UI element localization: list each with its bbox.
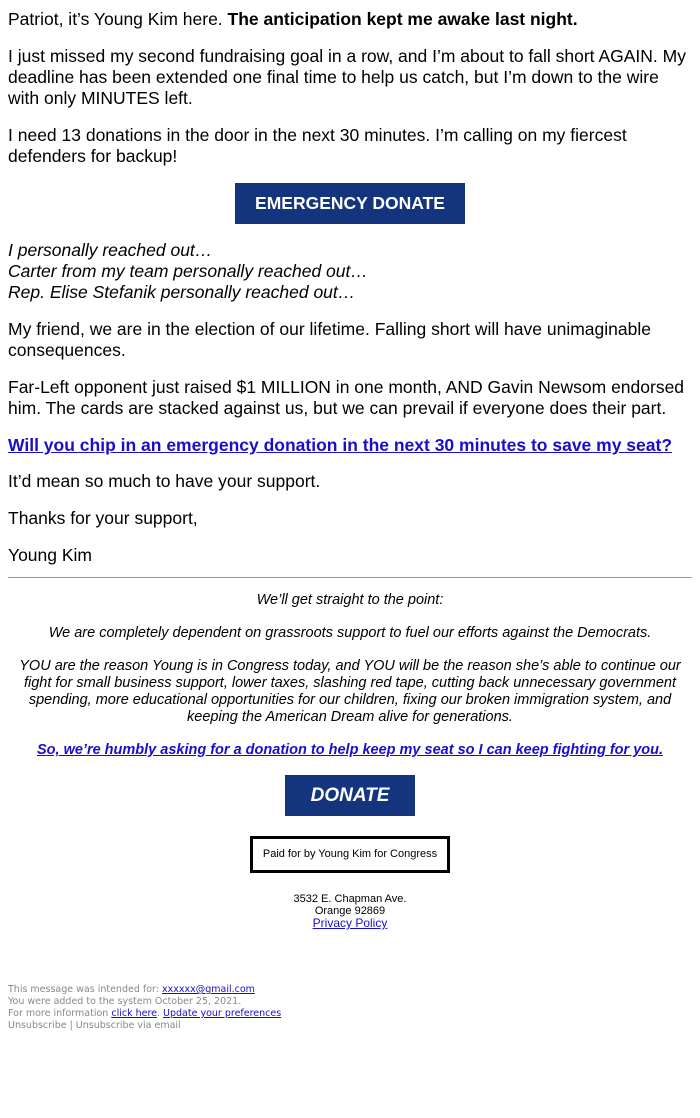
- support-paragraph: It’d mean so much to have your support.: [8, 471, 321, 491]
- fundraising-paragraph: I just missed my second fundraising goal in a row, and I’m about to fall short AGAIN. My deadline has been extended one final time to help us catch, but I’m down to the wire with only MINUTES left.: [8, 46, 686, 108]
- donate-button[interactable]: DONATE: [285, 775, 415, 816]
- unsubscribe-line[interactable]: Unsubscribe | Unsubscribe via email: [8, 1020, 181, 1031]
- signature: Young Kim: [8, 545, 92, 565]
- more-info-line: [8, 1008, 700, 1020]
- click-here-link[interactable]: click here: [111, 1008, 157, 1019]
- intended-email-link[interactable]: xxxxxx@gmail.com: [162, 984, 255, 995]
- privacy-policy-link[interactable]: Privacy Policy: [312, 916, 388, 930]
- outreach-line-1: I personally reached out…: [8, 240, 213, 260]
- address-line-2: Orange 92869: [314, 905, 386, 917]
- thanks-line: Thanks for your support,: [8, 508, 198, 528]
- opponent-paragraph: Far-Left opponent just raised $1 MILLION in one month, AND Gavin Newsom endorsed him. The cards are stacked against us, but we can prevail if everyone does their part.: [8, 377, 685, 418]
- added-line: You were added to the system October 25, 2021.: [8, 996, 242, 1007]
- more-info-prefix: For more information: [8, 1008, 112, 1019]
- election-paragraph: My friend, we are in the election of our lifetime. Falling short will have unimaginable consequences.: [8, 319, 651, 360]
- update-preferences-link[interactable]: Update your preferences: [163, 1008, 282, 1019]
- more-info-separator: .: [157, 1008, 164, 1019]
- address-line-1: 3532 E. Chapman Ave.: [293, 893, 407, 905]
- footer-grassroots: We are completely dependent on grassroots support to fuel our efforts against the Democrats.: [48, 625, 652, 641]
- intended-line: [8, 984, 700, 996]
- meta-block: [0, 984, 700, 1032]
- intended-prefix: This message was intended for:: [8, 984, 162, 995]
- intro-text: Patriot, it’s Young Kim here.: [8, 9, 228, 29]
- footer-congress-paragraph: YOU are the reason Young is in Congress today, and YOU will be the reason she’s able to continue our fight for small business support, lower taxes, slashing red tape, cutting back unnecessary government spending, more educational opportunities for our children, fixing our broken immigration system, and keeping the American Dream alive for generations.: [19, 658, 681, 725]
- footer-intro: We’ll get straight to the point:: [256, 592, 444, 608]
- donations-needed-paragraph: I need 13 donations in the door in the next 30 minutes. I’m calling on my fiercest defenders for backup!: [8, 125, 627, 166]
- paid-for-box: Paid for by Young Kim for Congress: [250, 836, 450, 873]
- outreach-line-2: Carter from my team personally reached out…: [8, 261, 368, 281]
- outreach-line-3: Rep. Elise Stefanik personally reached out…: [8, 282, 356, 302]
- ask-donation-link[interactable]: So, we’re humbly asking for a donation to help keep my seat so I can keep fighting for you.: [36, 742, 664, 758]
- intro-bold-text: The anticipation kept me awake last night.: [227, 9, 578, 29]
- chip-in-link[interactable]: Will you chip in an emergency donation in the next 30 minutes to save my seat?: [8, 435, 673, 455]
- address-block: [0, 893, 700, 930]
- emergency-donate-button[interactable]: EMERGENCY DONATE: [235, 183, 465, 224]
- intro-paragraph: [8, 9, 692, 30]
